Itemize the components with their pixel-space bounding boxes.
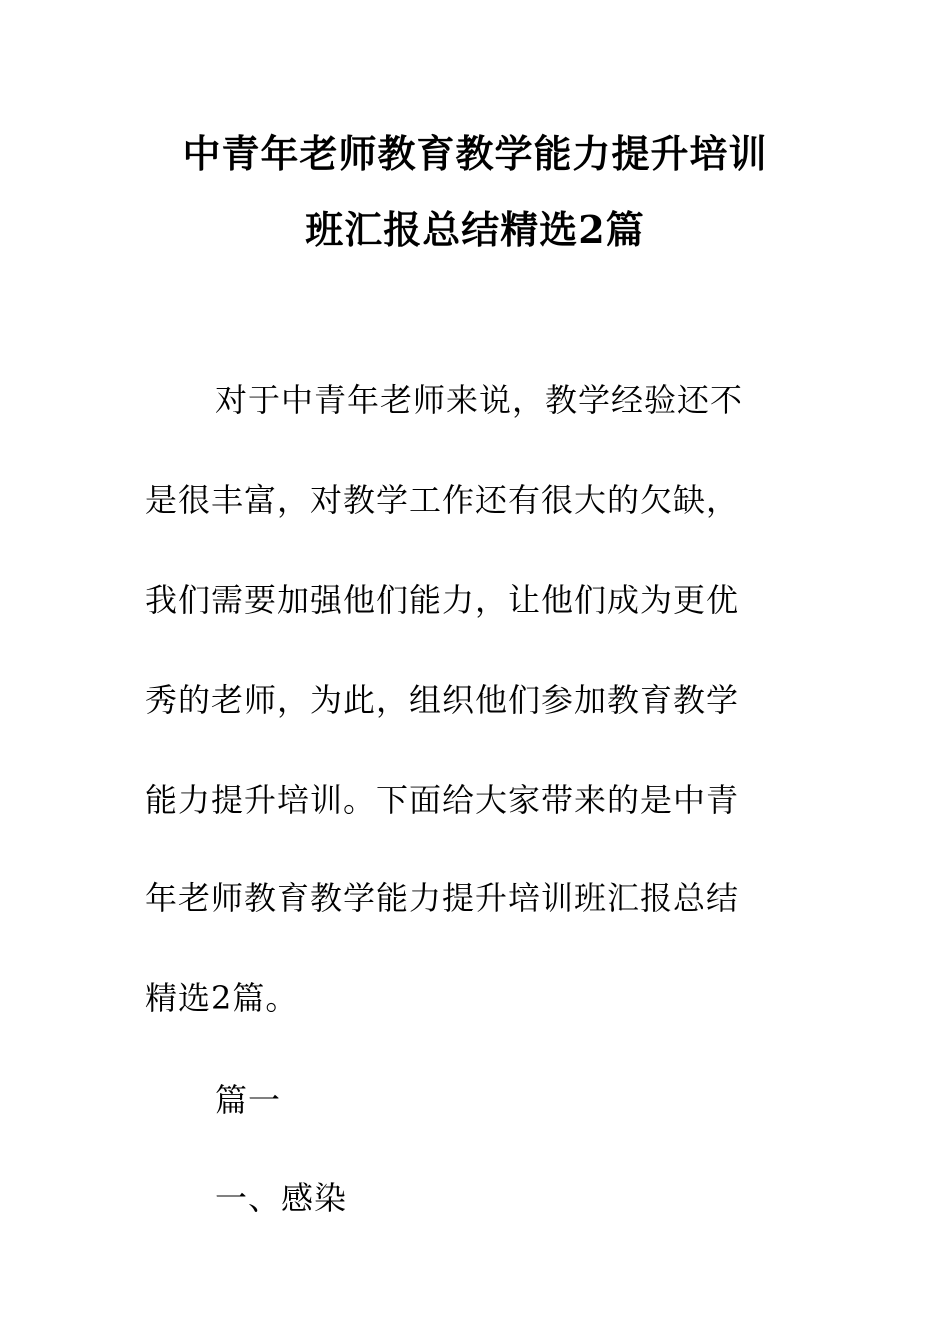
intro-paragraph-line: 我们需要加强他们能力，让他们成为更优	[145, 581, 740, 619]
document-title-line-2: 班汇报总结精选2篇	[305, 207, 645, 252]
intro-paragraph-line: 秀的老师，为此，组织他们参加教育教学	[145, 681, 740, 719]
intro-paragraph-line: 能力提升培训。下面给大家带来的是中青	[145, 781, 740, 819]
document-title-line-1: 中青年老师教育教学能力提升培训	[182, 131, 768, 176]
intro-paragraph-line: 对于中青年老师来说，教学经验还不	[215, 381, 744, 419]
intro-paragraph-line: 精选2篇。	[145, 979, 299, 1017]
intro-paragraph-line: 年老师教育教学能力提升培训班汇报总结	[145, 879, 740, 917]
section-heading: 篇一	[215, 1081, 282, 1119]
intro-paragraph-line: 是很丰富，对教学工作还有很大的欠缺，	[145, 481, 740, 519]
subsection-heading: 一、感染	[215, 1179, 348, 1217]
